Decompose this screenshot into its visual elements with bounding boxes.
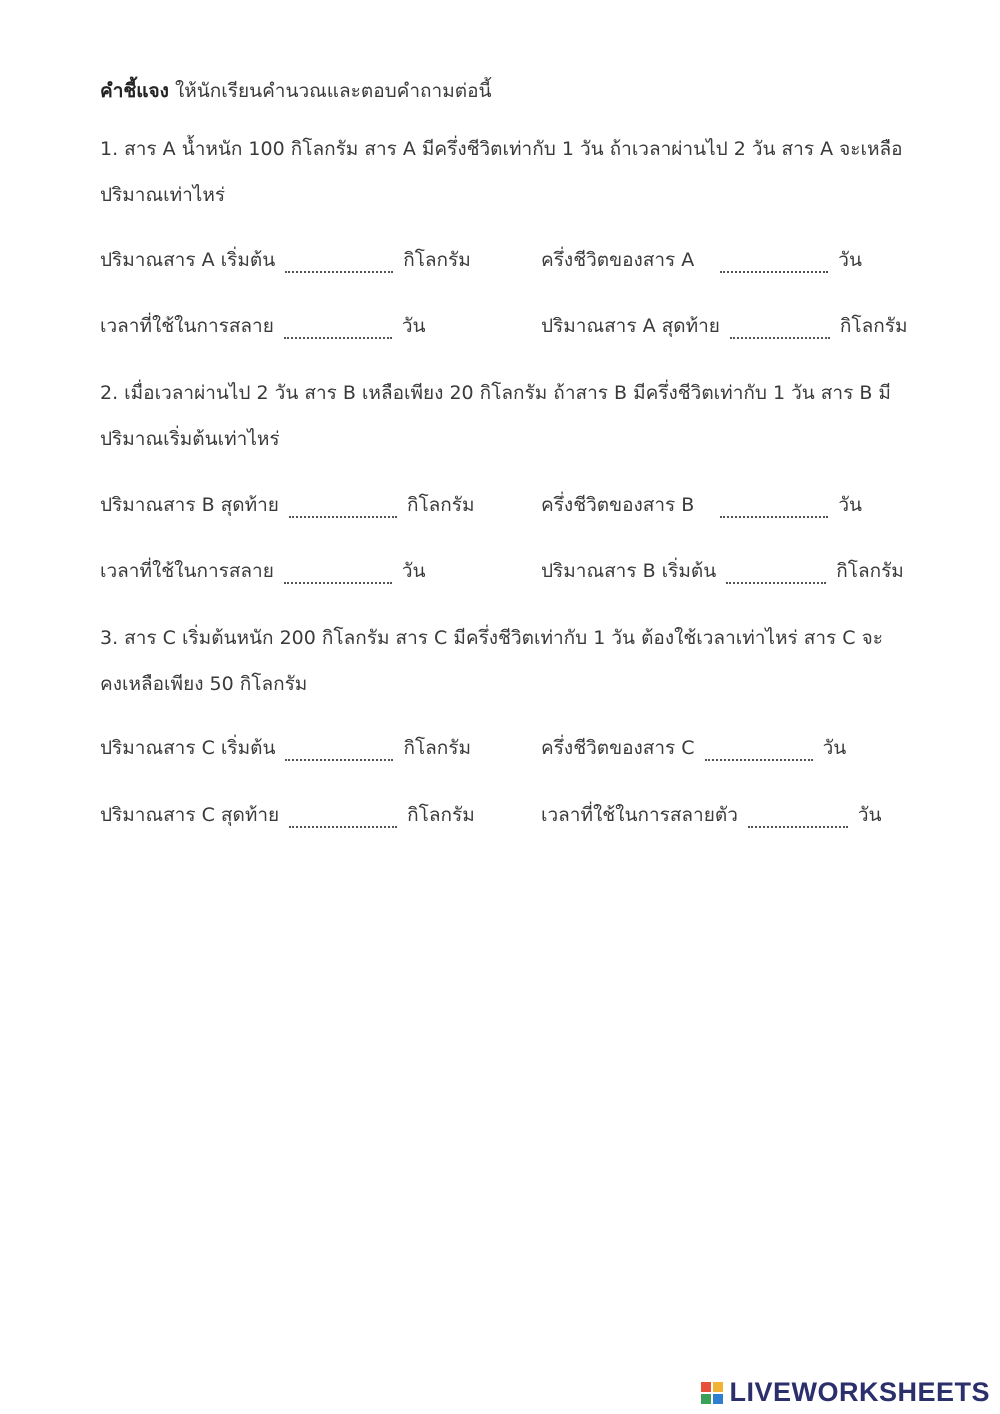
field-label: ปริมาณสาร C เริ่มต้น xyxy=(100,737,276,759)
q1-field-decay-time xyxy=(100,313,426,339)
answer-blank[interactable] xyxy=(720,496,828,518)
field-unit: กิโลกรัม xyxy=(403,737,472,759)
q3-field-initial-amount xyxy=(100,735,471,761)
field-label: เวลาที่ใช้ในการสลาย xyxy=(100,315,274,337)
q1-field-half-life xyxy=(541,247,862,273)
q1-field-initial-amount xyxy=(100,247,471,273)
liveworksheets-logo[interactable] xyxy=(701,1377,990,1408)
answer-blank[interactable] xyxy=(285,251,393,273)
answer-blank[interactable] xyxy=(720,251,828,273)
logo-square xyxy=(701,1382,711,1392)
field-label: ครึ่งชีวิตของสาร C xyxy=(541,737,695,759)
logo-square xyxy=(713,1394,723,1404)
field-unit: วัน xyxy=(838,494,862,516)
question-3-text: 3. สาร C เริ่มต้นหนัก 200 กิโลกรัม สาร C มีครึ่งชีวิตเท่ากับ 1 วัน ต้องใช้เวลาเท่าไหร่ สาร C จะ xyxy=(100,627,883,649)
q3-field-decay-time xyxy=(541,802,882,828)
field-unit: วัน xyxy=(822,737,847,759)
answer-blank[interactable] xyxy=(284,562,392,584)
question-1-text-cont: ปริมาณเท่าไหร่ xyxy=(100,184,226,206)
instructions-heading: คำชี้แจง xyxy=(100,80,169,102)
field-label: ปริมาณสาร C สุดท้าย xyxy=(100,804,280,826)
logo-text: LIVEWORKSHEETS xyxy=(729,1377,990,1407)
liveworksheets-logo-icon xyxy=(701,1382,723,1404)
answer-blank[interactable] xyxy=(748,806,848,828)
field-unit: กิโลกรัม xyxy=(403,249,471,271)
q2-field-initial-amount xyxy=(541,558,904,584)
field-label: ปริมาณสาร B เริ่มต้น xyxy=(541,560,717,582)
field-unit: วัน xyxy=(401,560,426,582)
q3-field-half-life xyxy=(541,735,846,761)
question-3-text-cont: คงเหลือเพียง 50 กิโลกรัม xyxy=(100,673,308,695)
q3-field-final-amount xyxy=(100,802,475,828)
q2-field-decay-time xyxy=(100,558,426,584)
answer-blank[interactable] xyxy=(289,806,397,828)
field-label: ปริมาณสาร A สุดท้าย xyxy=(541,315,720,337)
field-unit: กิโลกรัม xyxy=(406,494,475,516)
logo-square xyxy=(701,1394,711,1404)
answer-blank[interactable] xyxy=(285,739,393,761)
instructions-text: ให้นักเรียนคำนวณและตอบคำถามต่อนี้ xyxy=(174,80,492,102)
field-label: เวลาที่ใช้ในการสลายตัว xyxy=(541,804,738,826)
q2-field-final-amount xyxy=(100,492,475,518)
field-label: ปริมาณสาร A เริ่มต้น xyxy=(100,249,276,271)
field-unit: กิโลกรัม xyxy=(839,315,908,337)
field-unit: กิโลกรัม xyxy=(407,804,475,826)
field-label: เวลาที่ใช้ในการสลาย xyxy=(100,560,274,582)
field-label: ครึ่งชีวิตของสาร B xyxy=(541,494,695,516)
field-unit: วัน xyxy=(857,804,882,826)
answer-blank[interactable] xyxy=(730,317,830,339)
q2-field-half-life xyxy=(541,492,862,518)
logo-square xyxy=(713,1382,723,1392)
answer-blank[interactable] xyxy=(289,496,397,518)
answer-blank[interactable] xyxy=(284,317,392,339)
q1-field-final-amount xyxy=(541,313,908,339)
instructions xyxy=(100,78,491,104)
answer-blank[interactable] xyxy=(726,562,826,584)
field-unit: วัน xyxy=(838,249,862,271)
field-unit: กิโลกรัม xyxy=(836,560,904,582)
question-1-text: 1. สาร A น้ำหนัก 100 กิโลกรัม สาร A มีครึ่งชีวิตเท่ากับ 1 วัน ถ้าเวลาผ่านไป 2 วัน สาร A จะเหลือ xyxy=(100,138,903,160)
question-2-text-cont: ปริมาณเริ่มต้นเท่าไหร่ xyxy=(100,428,280,450)
field-unit: วัน xyxy=(401,315,426,337)
field-label: ปริมาณสาร B สุดท้าย xyxy=(100,494,279,516)
answer-blank[interactable] xyxy=(705,739,813,761)
question-2-text: 2. เมื่อเวลาผ่านไป 2 วัน สาร B เหลือเพียง 20 กิโลกรัม ถ้าสาร B มีครึ่งชีวิตเท่ากับ 1 วัน สาร B มี xyxy=(100,382,891,404)
field-label: ครึ่งชีวิตของสาร A xyxy=(541,249,695,271)
